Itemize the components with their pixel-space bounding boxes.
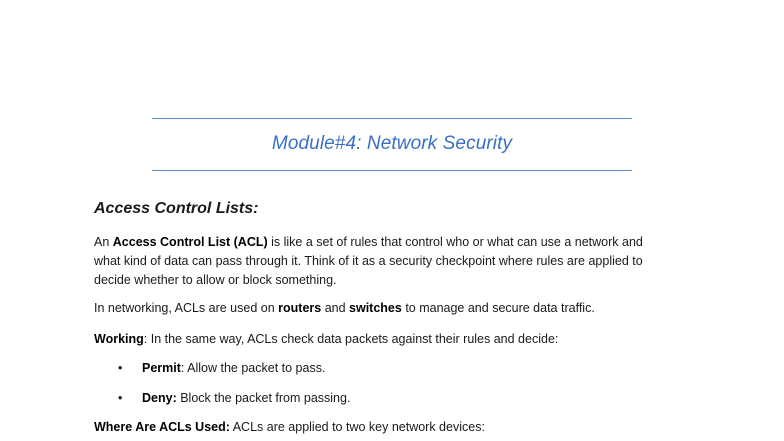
bullet-term: Permit	[142, 361, 181, 375]
bullet-text: Block the packet from passing.	[176, 391, 351, 405]
p4-rest: ACLs are applied to two key network devices:	[229, 420, 485, 434]
title-rule-top	[152, 118, 632, 119]
p2-mid: and	[321, 301, 350, 315]
p2-bold-switches: switches	[349, 301, 402, 315]
p1-line2: what kind of data can pass through it. Think of it as a security checkpoint where rules are applied to	[94, 254, 643, 268]
section-heading: Access Control Lists:	[94, 200, 259, 217]
p1-line3: decide whether to allow or block something.	[94, 273, 337, 287]
bullet-marker: •	[118, 361, 123, 375]
p3-rest: : In the same way, ACLs check data packets against their rules and decide:	[143, 332, 559, 346]
p2-post: to manage and secure data traffic.	[401, 301, 595, 315]
p1-line1-rest: is like a set of rules that control who or what can use a network and	[267, 235, 643, 249]
bullet-term: Deny:	[142, 391, 177, 405]
p2-bold-routers: routers	[278, 301, 322, 315]
p2-pre: In networking, ACLs are used on	[94, 301, 279, 315]
title-rule-bottom	[152, 170, 632, 171]
list-item	[118, 359, 325, 378]
bullet-marker: •	[118, 391, 123, 405]
page-title: Module#4: Network Security	[271, 133, 513, 154]
p4-bold: Where Are ACLs Used:	[94, 420, 230, 434]
p1-bold-term: Access Control List (ACL)	[112, 235, 268, 249]
p1-pre: An	[94, 235, 113, 249]
paragraph-acl-definition	[94, 233, 704, 290]
paragraph-working	[94, 330, 704, 349]
list-item	[118, 389, 350, 408]
p3-bold: Working	[94, 332, 144, 346]
paragraph-networking	[94, 299, 704, 318]
paragraph-where-used	[94, 418, 704, 437]
bullet-text: : Allow the packet to pass.	[180, 361, 326, 375]
